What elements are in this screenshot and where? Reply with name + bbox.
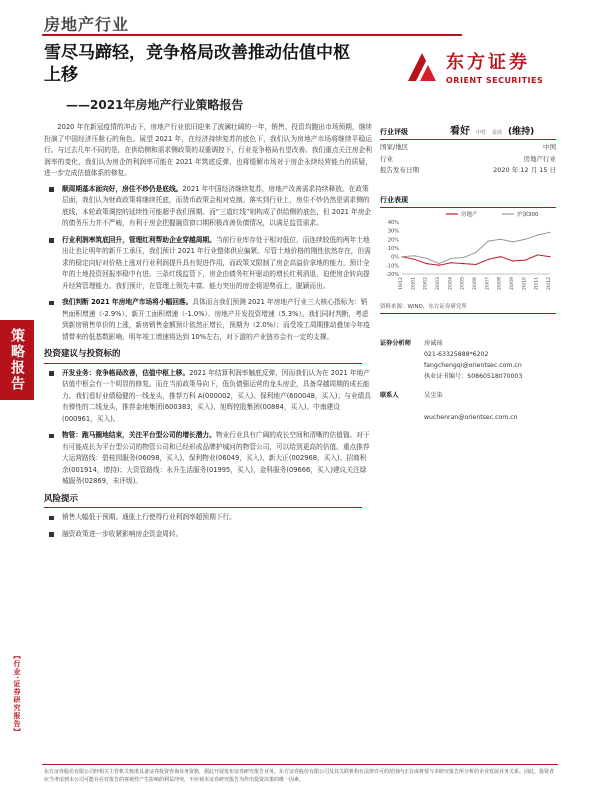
rating-bear: 看淡 (492, 130, 503, 136)
chart-title: 行业表现 (380, 195, 556, 208)
y-tick-label: 20% (387, 236, 399, 243)
legend-label: 沪深300 (517, 211, 539, 218)
section-heading-risk: 风险提示 (44, 494, 362, 509)
data-point (525, 259, 526, 260)
x-tick-label: 20/10 (522, 276, 528, 290)
analyst-role: 证券分析师 (380, 339, 411, 347)
y-tick-label: -20% (386, 271, 399, 278)
footer-divider (42, 764, 558, 765)
point-text: 2021 年中国经济继续复苏，房地产改善需求持续释放。在政策层面，我们认为财政政策将继续托底，而货币政策会相对克制。落实到行业上，房住不炒仍然是需求侧的底线，本轮政策调控的延续性可能超乎我们预期。而“三道红线”则构成了供给侧的底色，但 2021 年房企的债务压力并不严峻，有利于房企把握融资窗口期积极改善负债情况，以满足监管需求。 (62, 184, 372, 227)
data-point (512, 260, 513, 261)
data-point (512, 241, 513, 242)
invest-text: 2021 年结算利润率触底反弹，因而我们认为在 2021 年地产估值中枢会有一个明显的修复。而在当前政策导向下，低负债强运营的龙头房企，具备穿越周期的成长能力。我们看好业绩稳健的一线龙头，推荐万科 A(000002，买入)、保利地产(600048，买入)；与业绩具有弹性的二线龙头，推荐金地集团(600383，买入)、旭辉控股集团(00884，买入)、中南建设(000961，买入)。 (62, 368, 371, 423)
side-tag: 【行业·证券研究报告】 (13, 652, 21, 736)
data-point (488, 240, 489, 241)
info-value: 房地产行业 (523, 154, 556, 163)
info-row (380, 154, 556, 166)
x-tick-label: 20/04 (448, 276, 454, 290)
risk-text: 销售大幅低于预期。通胀上行使得行业利润率超预期下行。 (62, 513, 236, 521)
rating-value: 看好 (450, 126, 470, 137)
data-point (500, 238, 501, 239)
point-text: 当前行业库存处于相对低位，而连续较低的两年土地出让也让明年的新开工承压，我们预计 2021 年行业整体供应偏紧。尽管土地价格的刚性依然存在，但需求的稳定向好对价格上涨对行业利润提升具有促进作用，而政策又限制了房企高溢价拿地的能力，预计全年的土地投资回报率稳中有进。三条红线监管下，房企由债务杠杆驱动的增长红利消退，迫使房企转向提升经营管理能力。我们预计，在管理上领先丰富、能力突出的房企将迎势而上，脱颖而出。 (62, 235, 371, 290)
x-tick-label: 20/06 (473, 276, 478, 290)
legend-label: 房地产 (461, 211, 478, 218)
data-point (525, 238, 526, 239)
data-point (414, 255, 415, 256)
bullet-square-icon (49, 238, 54, 243)
data-point (451, 257, 452, 258)
section-heading-invest: 投资建议与投资标的 (44, 349, 362, 364)
x-tick-label: 19/12 (399, 276, 404, 290)
data-point (549, 231, 550, 232)
x-tick-label: 20/11 (534, 276, 540, 290)
bullet-square-icon (49, 187, 54, 192)
logo-mark-icon (404, 49, 440, 85)
data-point (475, 263, 476, 264)
data-point (451, 262, 452, 263)
data-point (475, 251, 476, 252)
info-row (380, 142, 556, 154)
list-item (44, 430, 372, 488)
data-point (426, 263, 427, 264)
company-logo (404, 48, 543, 85)
contact-name: 吴尘染 (424, 391, 443, 399)
rating-mid: 中性 (476, 130, 487, 136)
x-tick-label: 20/09 (510, 276, 515, 290)
x-tick-label: 20/08 (497, 276, 503, 290)
bullet-square-icon (49, 301, 54, 306)
bullet-square-icon (49, 532, 54, 537)
x-tick-label: 20/05 (460, 276, 466, 290)
list-item (44, 235, 372, 293)
point-heading: 顺周期基本面向好，房住不炒仍是底线。 (62, 184, 183, 193)
bullet-square-icon (49, 371, 54, 376)
analyst-name: 房诚琦 (424, 339, 443, 347)
y-tick-label: 10% (387, 245, 399, 252)
data-point (463, 256, 464, 257)
y-tick-label: 40% (387, 219, 399, 226)
analyst-block (380, 338, 556, 382)
chart-source: 资料来源：WIND，东方证券研究所 (380, 302, 556, 314)
info-key: 行业 (380, 154, 393, 163)
data-point (438, 264, 439, 265)
invest-heading: 物管：跑马圈地结束，关注平台型公司的增长潜力。 (62, 431, 216, 439)
list-item (44, 529, 372, 541)
contact-email[interactable]: wuchenran@orientsec.com.cn (424, 413, 518, 421)
invest-text: 物业行业具有广阔的成长空间和清晰的估值锚。对于有可能成长为平台型公司的物管公司和已经形成品牌护城河的物管公司，可以给到更高的估值。重点推荐大运营路线：碧桂园服务(06098，买入)、保利物业(06049，买入)、新大正(002968，买入)、招商积余(001914，增持)；大资管路线：永升生活服务(01995，买入)，金科服务(09666，买入)建议关注绿城服务(02869，未评级)。 (62, 431, 370, 485)
info-value: 2020 年 12 月 15 日 (493, 166, 556, 174)
series-line-real-estate (402, 254, 550, 264)
bullet-square-icon (49, 434, 54, 439)
data-point (438, 263, 439, 264)
data-point (463, 263, 464, 264)
sector-label: 房地产行业 (44, 15, 130, 34)
data-point (401, 256, 402, 257)
data-point (500, 256, 501, 257)
risk-text: 融资政策进一步收紧影响房企资金周转。 (62, 529, 183, 538)
point-heading: 行业利润率筑底回升，管理红利帮助企业穿越周期。 (62, 235, 216, 244)
list-item (44, 512, 372, 524)
header-divider (42, 34, 462, 36)
logo-en: ORIENT SECURITIES (446, 76, 544, 85)
point-text: 具体而言我们预测 2021 年房地产行业三大核心指标为：销售面积增速（-2.9%）、新开工面积增速（-1.0%）、房地产开发投资增速（5.3%）。我们同时判断，考虑到新房销售单价的上涨，新房销售金额预计依然正增长，预期为（2.0%）；而受竣工周期推动叠加今年疫情带来的低基数影响，明年竣工增速将达到 10%左右，对下游的产业链亦会有一定的支撑。 (62, 298, 370, 341)
data-point (426, 257, 427, 258)
analyst-license: 执业证书编号：S0860518070003 (424, 372, 523, 380)
list-item (44, 297, 372, 343)
report-title: 雪尽马蹄轻，竞争格局改善推动估值中枢上移 (44, 43, 350, 85)
rating-maintain: (维持) (508, 127, 535, 137)
data-point (488, 258, 489, 259)
analyst-email[interactable]: fangchengqi@orientsec.com.cn (424, 361, 522, 369)
x-tick-label: 20/12 (547, 276, 552, 290)
data-point (537, 234, 538, 235)
point-heading: 我们判断 2021 年房地产市场将小幅回落。 (62, 298, 193, 306)
contact-block (380, 390, 556, 423)
info-row (380, 165, 556, 177)
logo-cn: 东方证券 (446, 52, 530, 73)
x-tick-label: 20/01 (411, 276, 417, 290)
info-key: 国家/地区 (380, 143, 409, 151)
intro-paragraph: 2020 年在新冠疫情的冲击下，房地产行业依旧迎来了波澜壮阔的一年，销售、投资均跑出市场预期，继续扮演了中国经济压舱石的角色。展望 2021 年，在经济持续复苏的底色下，我们认为房地产市场将继续平稳运行。与过去几年不同的是，在供给侧和需求侧政策的双重调控下，行业竞争格局有望改善。我们重点关注房企利润率的变化，我们认为房企的利润率可能在 2021 年筑底反弹，也将缓解市场对于房企永续经营能力的质疑，进一步完成估值体系的修复。 (44, 123, 372, 177)
sidebar-info (380, 122, 556, 423)
y-tick-label: 30% (387, 228, 399, 235)
x-tick-label: 20/02 (423, 276, 429, 290)
data-point (549, 256, 550, 257)
data-point (537, 254, 538, 255)
y-tick-label: 0% (391, 254, 399, 261)
report-subtitle: ——2021年房地产行业策略报告 (66, 98, 244, 112)
main-body (44, 122, 372, 545)
info-value: 中国 (543, 143, 556, 151)
side-band-label: 策略报告 (9, 328, 25, 392)
x-tick-label: 20/03 (436, 276, 441, 290)
analyst-phone: 021-63325888*6202 (424, 350, 489, 358)
contact-role: 联系人 (380, 391, 399, 399)
invest-heading: 开发业务：竞争格局改善，估值中枢上移。 (62, 368, 190, 377)
rating-label: 行业评级 (380, 128, 408, 136)
bullet-square-icon (49, 516, 54, 521)
list-item (44, 368, 372, 426)
list-item (44, 184, 372, 230)
data-point (414, 258, 415, 259)
info-key: 报告发布日期 (380, 166, 419, 174)
rating-row (380, 122, 556, 140)
x-tick-label: 20/07 (485, 276, 491, 290)
disclaimer: 东方证券股份有限公司经相关主管机关核准具备证券投资咨询业务资格，据此开展发布证券研究报告业务。东方证券股份有限公司及其关联机构在法律许可的范围内正在或将要与本研究报告所分析的企业发展业务关系。因此，投资者应当考虑到本公司可能存在对报告的客观性产生影响的利益冲突，不应视本证券研究报告为作出投资决策的唯一因素。 (44, 769, 555, 783)
y-tick-label: -10% (386, 262, 399, 269)
performance-chart (380, 208, 556, 298)
